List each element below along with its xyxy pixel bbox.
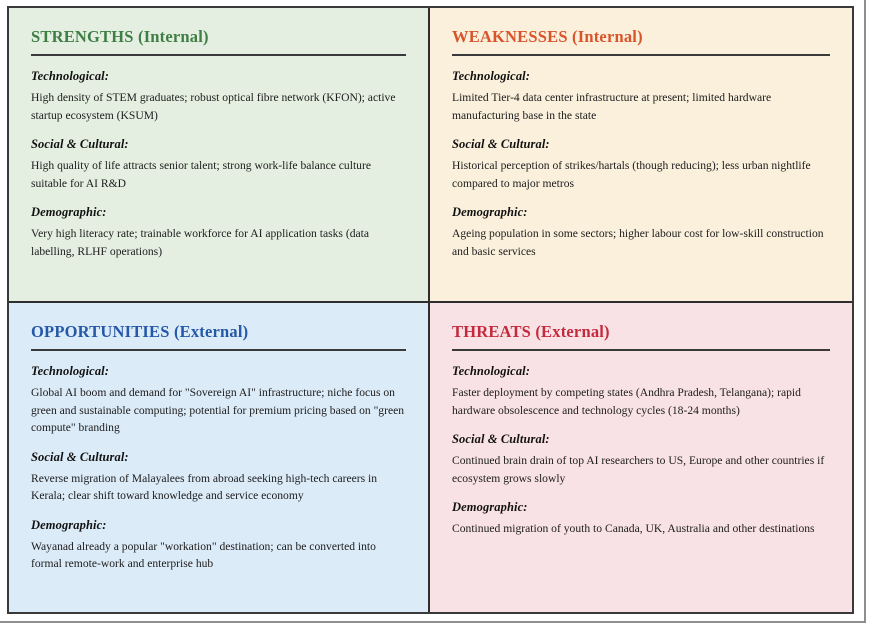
quadrant-strengths: [9, 8, 430, 303]
section-label: Technological:: [31, 69, 110, 83]
section-text: Very high literacy rate; trainable workforce for AI application tasks (data labelling, RLHF operations): [31, 227, 370, 258]
section-label: Technological:: [452, 364, 531, 378]
section-label: Social & Cultural:: [31, 137, 129, 151]
section-technological: [452, 364, 830, 419]
section-text: Reverse migration of Malayalees from abroad seeking high-tech careers in Kerala; clear shift toward knowledge and service economy: [31, 471, 378, 502]
quadrant-threats-title: THREATS (External): [452, 322, 610, 341]
quadrant-opportunities-title: OPPORTUNITIES (External): [31, 322, 249, 341]
section-label: Demographic:: [452, 500, 528, 514]
section-technological: [31, 364, 406, 437]
section-text: Historical perception of strikes/hartals (though reducing); less urban nightlife compared to major metros: [452, 159, 811, 190]
section-text: High density of STEM graduates; robust optical fibre network (KFON); active startup ecosystem (KSUM): [31, 91, 396, 122]
title-underline: [31, 54, 406, 56]
title-underline: [31, 349, 406, 351]
quadrant-weaknesses: [430, 8, 852, 303]
section-text: Continued brain drain of top AI researchers to US, Europe and other countries if ecosystem grows slowly: [452, 454, 825, 485]
section-social-cultural: [31, 137, 406, 192]
quadrant-opportunities: [9, 303, 430, 612]
title-underline: [452, 54, 830, 56]
section-text: Wayanad already a popular "workation" destination; can be converted into formal remote-work and enterprise hub: [31, 539, 376, 570]
section-label: Social & Cultural:: [452, 137, 550, 151]
section-technological: [31, 69, 406, 124]
section-social-cultural: [31, 450, 406, 505]
section-label: Social & Cultural:: [31, 449, 129, 464]
section-technological: [452, 69, 830, 124]
section-text: Continued migration of youth to Canada, UK, Australia and other destinations: [452, 522, 815, 535]
section-label: Technological:: [31, 364, 110, 378]
section-social-cultural: [452, 432, 830, 487]
section-text: Faster deployment by competing states (Andhra Pradesh, Telangana); rapid hardware obsolescence and technology cycles (18-24 months): [452, 386, 801, 417]
section-label: Demographic:: [452, 205, 528, 219]
section-label: Demographic:: [31, 517, 107, 532]
section-text: Ageing population in some sectors; higher labour cost for low-skill construction and basic services: [452, 227, 824, 258]
section-text: Global AI boom and demand for "Sovereign AI" infrastructure; niche focus on green and sustainable computing; potential for premium pricing based on "green compute" branding: [31, 386, 405, 434]
section-label: Social & Cultural:: [452, 432, 550, 446]
quadrant-strengths-title: STRENGTHS (Internal): [31, 27, 209, 46]
quadrant-weaknesses-title: WEAKNESSES (Internal): [452, 27, 643, 46]
section-label: Technological:: [452, 69, 531, 83]
section-demographic: [452, 205, 830, 260]
section-text: Limited Tier-4 data center infrastructure at present; limited hardware manufacturing base in the state: [452, 91, 772, 122]
swot-matrix: [7, 6, 854, 614]
section-demographic: [31, 205, 406, 260]
section-social-cultural: [452, 137, 830, 192]
title-underline: [452, 349, 830, 351]
section-label: Demographic:: [31, 205, 107, 219]
section-text: High quality of life attracts senior talent; strong work-life balance culture suitable for AI R&D: [31, 159, 371, 190]
section-demographic: [452, 500, 830, 538]
quadrant-threats: [430, 303, 852, 612]
section-demographic: [31, 518, 406, 573]
